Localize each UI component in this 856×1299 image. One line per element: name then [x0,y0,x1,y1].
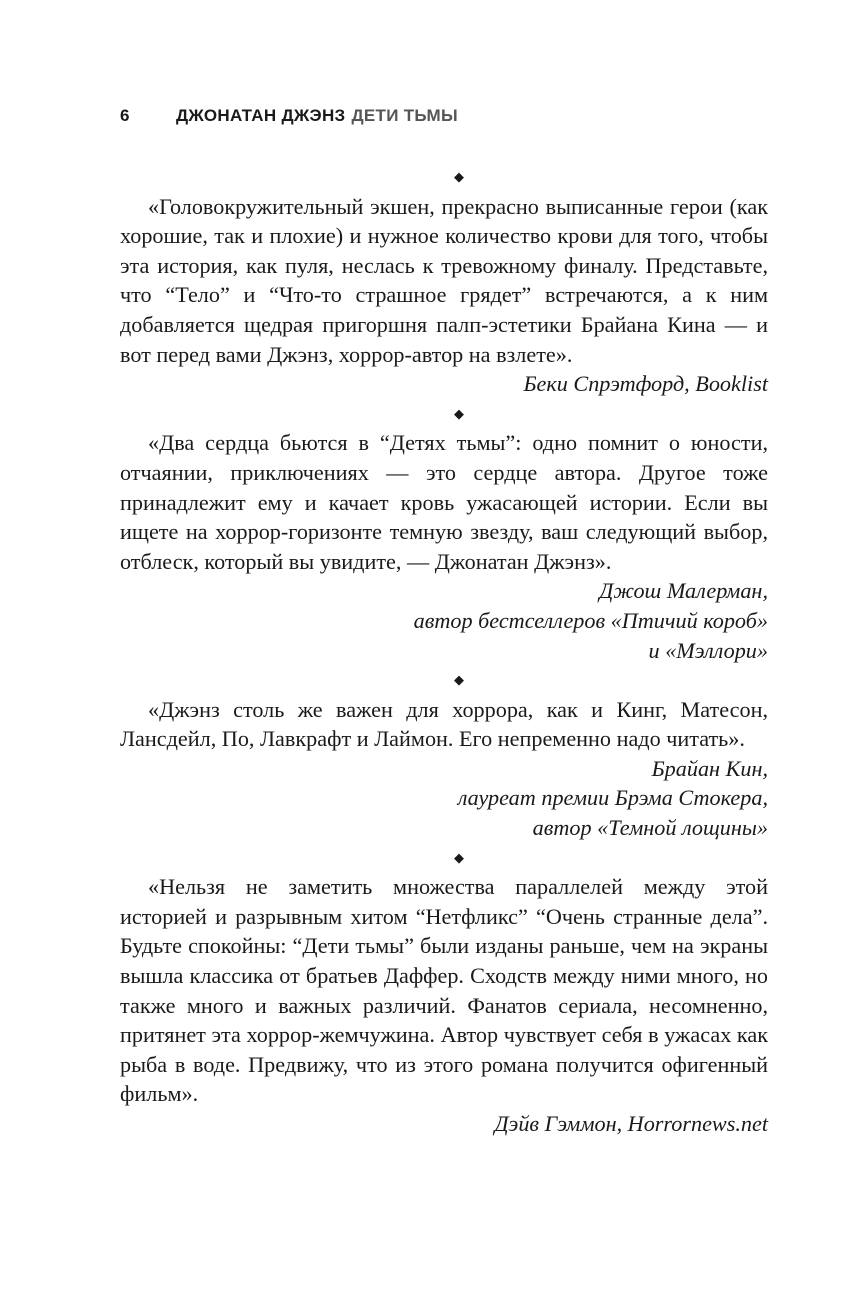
blurb [120,872,768,1138]
blurb-quote: «Головокружительный экшен, прекрасно выписанные герои (как хорошие, так и плохие) и нужное количество крови для того, чтобы эта история, как пуля, неслась к тревожному финалу. Представьте, что “Тело” и “Что-то страшное грядет” встречаются, а к ним добавляется щедрая пригоршня палп-эстетики Брайана Кина — и вот перед вами Джэнз, хоррор-автор на взлете». [120,193,768,367]
separator-diamond-icon: ◆ [454,405,464,421]
blurb [120,695,768,843]
attribution-line: автор бестселлеров «Птичий короб» [413,607,768,633]
blurb [120,428,768,665]
attribution-line: лауреат премии Брэма Стокера, [457,785,768,811]
separator-diamond-icon: ◆ [454,672,464,688]
blurb-attribution [120,369,768,399]
attribution-line: и «Мэллори» [648,637,768,663]
blurb-attribution [120,1109,768,1139]
attribution-line: автор «Темной лощины» [532,815,768,841]
attribution-line: Дэйв Гэммон, Horrornews.net [494,1111,768,1136]
blurb-quote: «Два сердца бьются в “Детях тьмы”: одно помнит о юности, отчаянии, приключениях — это сердце автора. Другое тоже принадлежит ему и качает кровь ужасающей истории. Если вы ищете на хоррор-горизонте темную звезду, ваш следующий выбор, отблеск, который вы увидите, — Джонатан Джэнз». [120,430,768,574]
blurb [120,192,768,399]
blurb-quote: «Джэнз столь же важен для хоррора, как и Кинг, Матесон, Лансдейл, По, Лавкрафт и Лаймон. Его непременно надо читать». [120,696,768,752]
attribution-line: Беки Спрэтфорд, Booklist [523,371,768,397]
blurbs-section [120,162,768,1139]
separator-diamond-icon: ◆ [454,849,464,865]
running-header [120,106,768,126]
blurb-attribution [120,576,768,665]
blurb-attribution [120,754,768,843]
attribution-line: Джош Малерман, [599,578,768,604]
running-header-book-title: ДЕТИ ТЬМЫ [351,106,458,125]
running-header-author: ДЖОНАТАН ДЖЭНЗ [176,106,346,125]
attribution-line: Брайан Кин, [651,755,768,781]
separator-diamond-icon: ◆ [454,169,464,184]
blurb-quote: «Нельзя не заметить множества параллелей между этой историей и разрывным хитом “Нетфликс” “Очень странные дела”. Будьте спокойны: “Дети тьмы” были изданы раньше, чем на экраны вышла классика от братьев Даффер. Сходств между ними много, но также много и важных различий. Фанатов сериала, несомненно, притянет эта хоррор-жемчужина. Автор чувствует себя в ужасах как рыба в воде. Предвижу, что из этого романа получится офигенный фильм». [120,874,768,1107]
page-number: 6 [120,106,130,125]
